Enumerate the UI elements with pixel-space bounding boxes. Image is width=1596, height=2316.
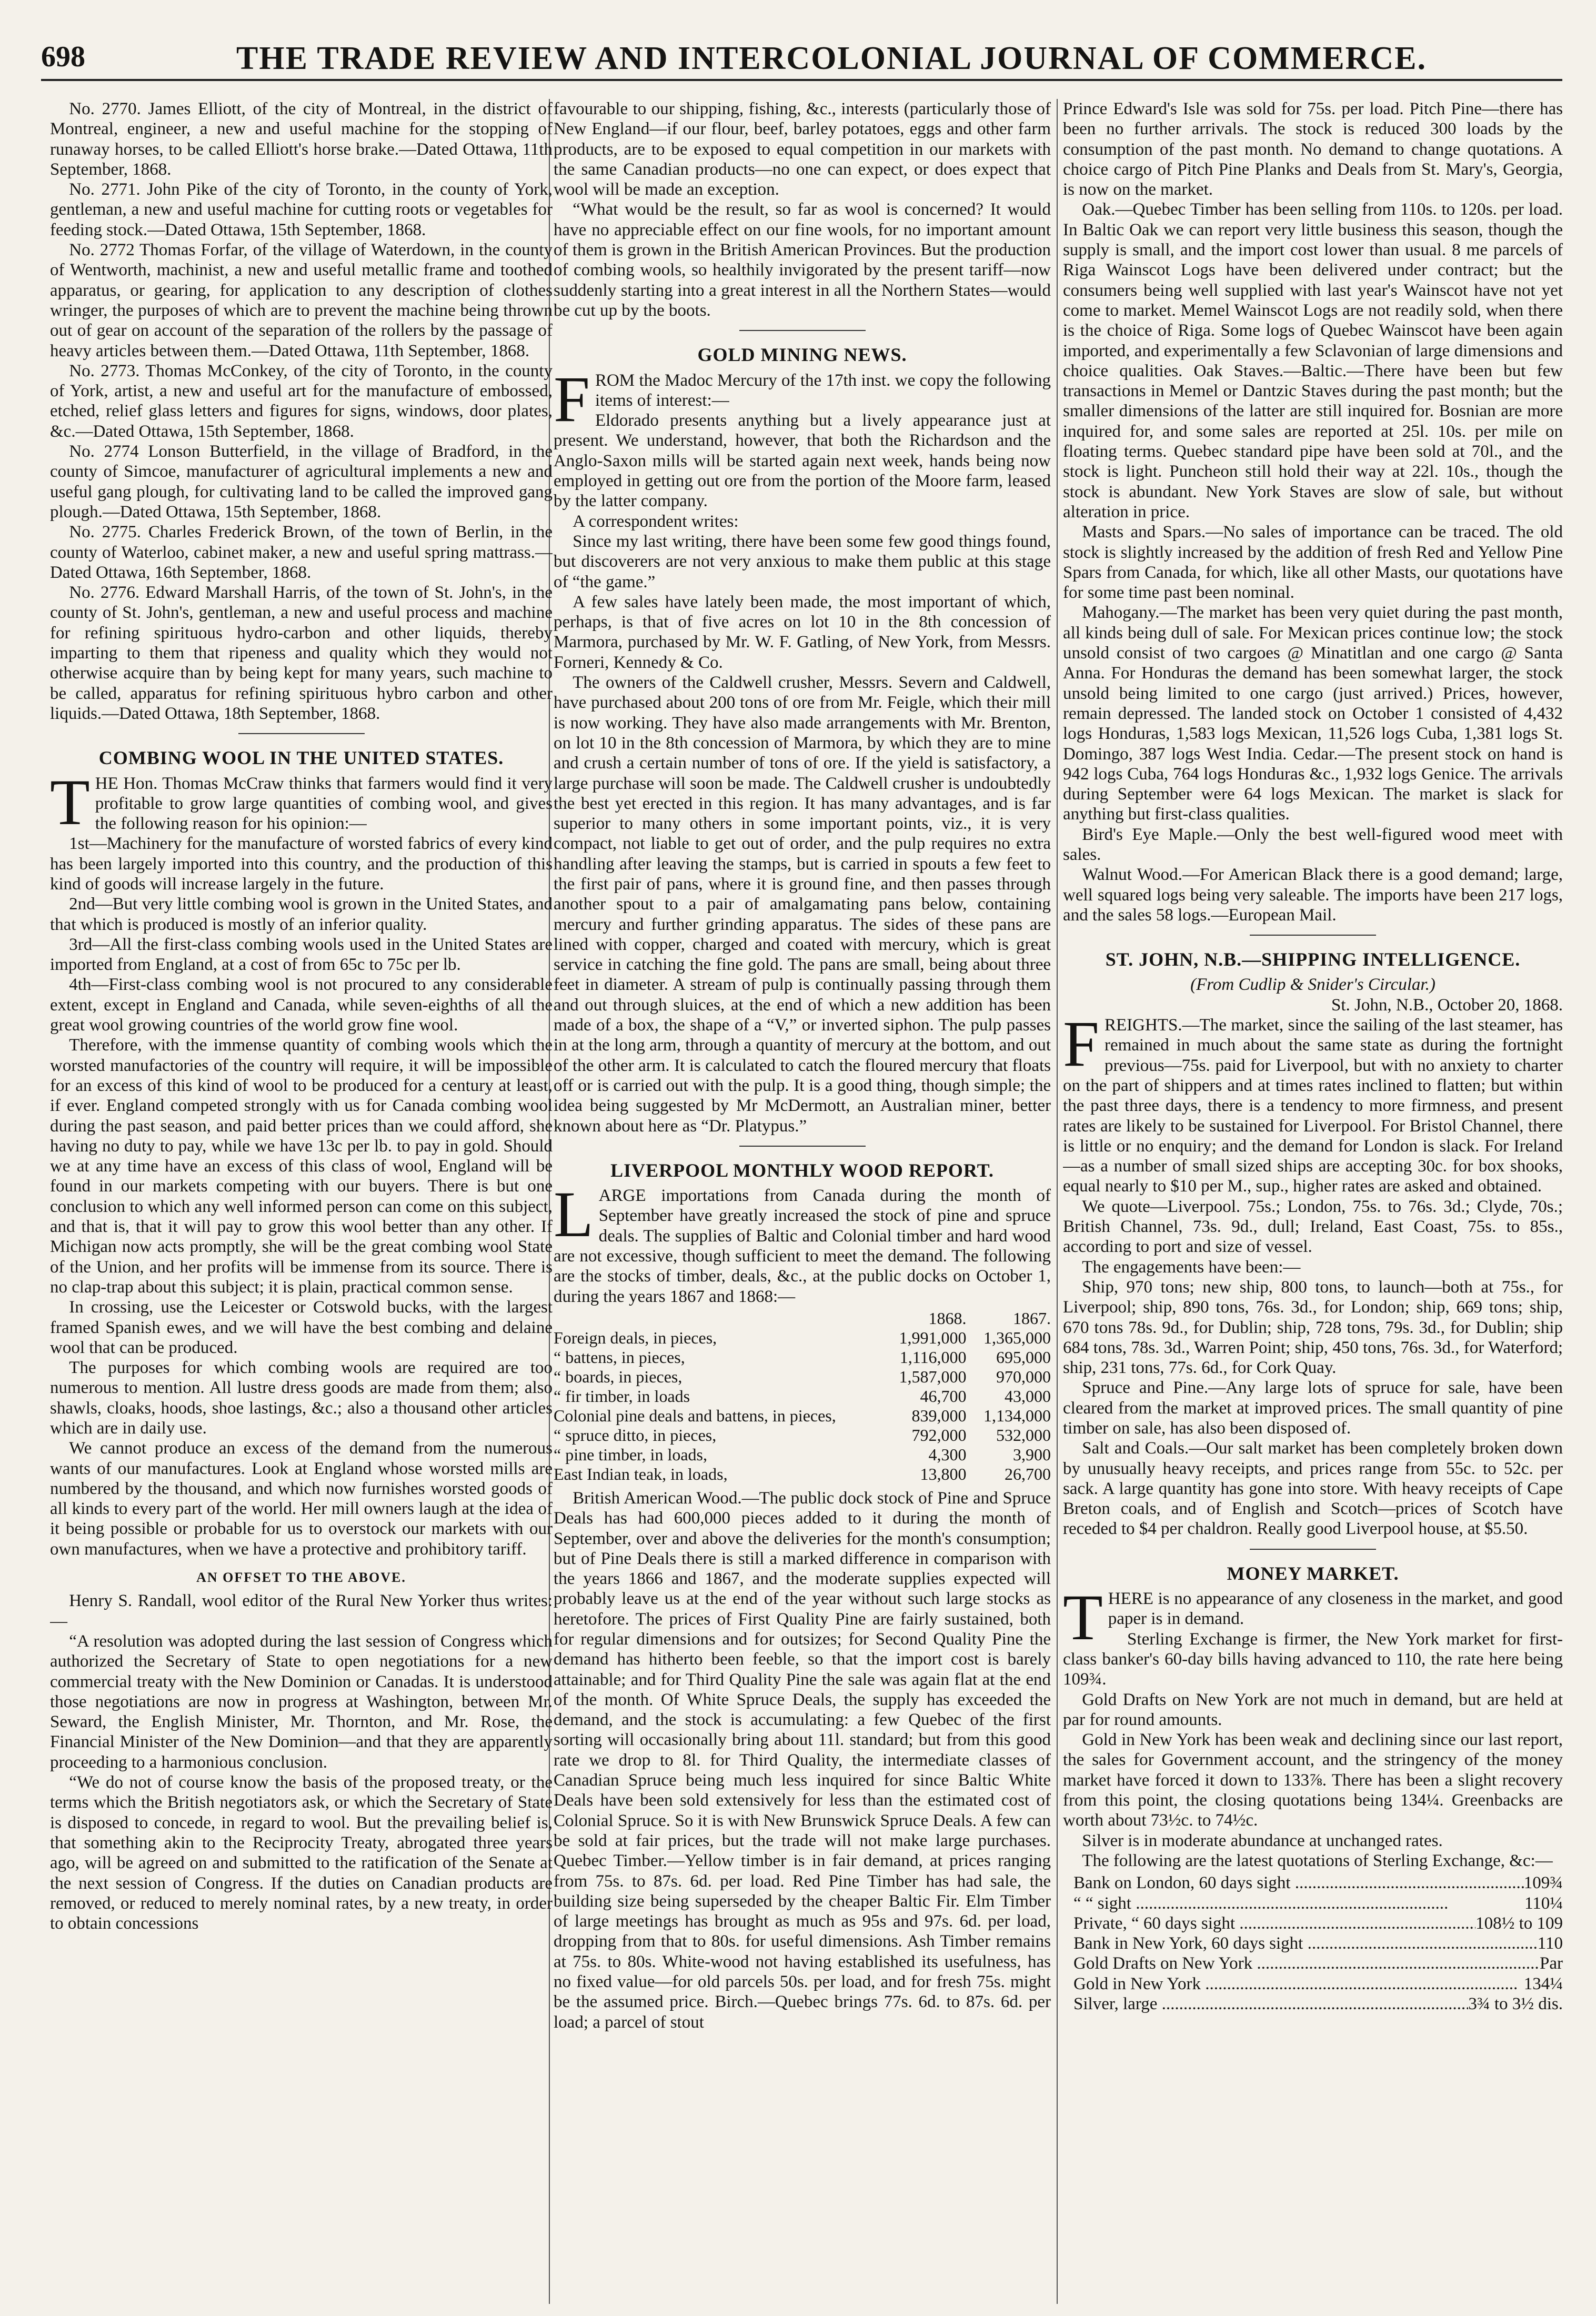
article-heading: ST. JOHN, N.B.—SHIPPING INTELLIGENCE. bbox=[1105, 949, 1521, 970]
quotation-list bbox=[1073, 1873, 1563, 2014]
patent-list bbox=[50, 99, 553, 724]
article-paragraph: The engagements have been:— bbox=[1082, 1257, 1301, 1277]
section-rule bbox=[238, 733, 365, 734]
table-row: Foreign deals, in pieces, 1,991,000 1,365,000 bbox=[554, 1328, 1051, 1347]
article-paragraph: We cannot produce an excess of the demand from the numerous wants of our manufactures. Look at England whose worsted mills are numbered by the thousand, and which now furnishes worsted goods of all kinds to every part of the world. Her mill owners laugh at the idea of it being possible or probable for us to overstock our markets with our own manufactures, when we have a protective and prohibitory tariff. bbox=[50, 1439, 553, 1559]
article-paragraph: Eldorado presents anything but a lively appearance just at present. We understand, however, that both the Richardson and the Anglo-Saxon mills will be started again next week, hands being now employed in getting out ore from the portion of the Moore farm, leased by the latter company. bbox=[554, 411, 1051, 511]
list-item: Bank on London, 60 days sight ..... 109¾ bbox=[1073, 1873, 1563, 1893]
article-paragraph: Masts and Spars.—No sales of importance can be traced. The old stock is slightly increased by the addition of fresh Red and Yellow Pine Spars from Canada, for which, like all other Masts, our quotations have for some time past been nominal. bbox=[1063, 523, 1563, 603]
section-rule bbox=[1250, 1549, 1376, 1550]
article-paragraph: Gold Drafts on New York are not much in demand, but are held at par for round amounts. bbox=[1063, 1690, 1563, 1729]
list-item: Gold Drafts on New York ..... Par bbox=[1073, 1953, 1563, 1973]
column-3 bbox=[1063, 99, 1563, 2307]
article-paragraph: The following are the latest quotations of Sterling Exchange, &c:— bbox=[1082, 1851, 1553, 1870]
table-row: “ fir timber, in loads 46,700 43,000 bbox=[554, 1386, 1051, 1406]
page-number: 698 bbox=[41, 41, 85, 73]
article-paragraph: Sterling Exchange is firmer, the New York market for first-class banker's 60-day bills having advanced to 110, the rate here being 109¾. bbox=[1063, 1629, 1563, 1689]
article-paragraph: In crossing, use the Leicester or Cotswold bucks, with the largest framed Spanish ewes, and we will have the best combing and delaine wool that can be produced. bbox=[50, 1298, 553, 1357]
table-row: East Indian teak, in loads, 13,800 26,700 bbox=[554, 1464, 1051, 1483]
column-header: 1867. bbox=[1013, 1308, 1051, 1328]
article-dateline: St. John, N.B., October 20, 1868. bbox=[1331, 995, 1563, 1015]
list-item: Gold in New York ..... 134¼ bbox=[1073, 1974, 1563, 1994]
article-lead: FREIGHTS.—The market, since the sailing of the last steamer, has remained in much about the same state as during the fortnight previous—75s. paid for Liverpool, but with no anxiety to charter on the part of shippers and at times rates inclined to flatten; but within the past three days, there is a tendency to more firmness, and present rates are likely to be sustained for Liverpool. For Bristol Channel, there is little or no enquiry; and the demand for London is slack. For Ireland—as a number of small sized ships are accepting 30c. for box shooks, equal nearly to $10 per M., sup., higher rates are asked and obtained. bbox=[1063, 1008, 1563, 1196]
table-row: “ pine timber, in loads, 4,300 3,900 bbox=[554, 1445, 1051, 1464]
article-source: (From Cudlip & Snider's Circular.) bbox=[1190, 975, 1436, 995]
article-heading: GOLD MINING NEWS. bbox=[697, 344, 907, 366]
table-row: “ spruce ditto, in pieces, 792,000 532,000 bbox=[554, 1425, 1051, 1445]
list-item: Private, “ 60 days sight ..... 108½ to 109 bbox=[1073, 1913, 1563, 1933]
table-header-row bbox=[554, 1309, 1051, 1328]
subheading: AN OFFSET TO THE ABOVE. bbox=[196, 1570, 406, 1586]
patent-entry: No. 2771. John Pike of the city of Toronto, in the county of York, gentleman, a new and useful machine for cutting roots or vegetables for feeding stock.—Dated Ottawa, 15th September, 1868. bbox=[50, 180, 553, 239]
list-item: Bank in New York, 60 days sight ..... 110 bbox=[1073, 1933, 1563, 1953]
journal-title: THE TRADE REVIEW AND INTERCOLONIAL JOURNAL OF COMMERCE. bbox=[236, 41, 1427, 76]
article-paragraph: “We do not of course know the basis of the proposed treaty, or the terms which the British negotiators ask, or which the Secretary of State is disposed to concede, in regard to wool. But the prevailing belief is, that something akin to the Reciprocity Treaty, abrogated three years ago, will be agreed on and submitted to the ratification of the Senate at the next session of Congress. If the duties on Canadian products are removed, or reduced to merely nominal rates, by a new treaty, in order to obtain concessions bbox=[50, 1773, 553, 1933]
article-paragraph: The owners of the Caldwell crusher, Messrs. Severn and Caldwell, have purchased about 200 tons of ore from Mr. Feigle, which their mill is now working. They have also made arrangements with Mr. Brenton, on lot 10 in the 8th concession of Marmora, by which they are to mine and crush a certain number of tons of ore. If the yield is satisfactory, a large purchase will soon be made. The Caldwell crusher is undoubtedly the best yet erected in this region. It has many advantages, and is far superior to many others in some important points, viz., it is very compact, not liable to get out of order, and the pulp requires no extra handling after leaving the stamps, but is carried in spouts a few feet to the first pair of pans, where it is ground fine, and then passes through another spout to a pair of amalgamating pans below, containing mercury and further grinding apparatus. The sides of these pans are lined with copper, charged and coated with mercury, which is great service in catching the fine gold. The pans are small, being about three feet in diameter. A stream of pulp is continually passing through them and out through sluices, at the end of which a new addition has been made of a box, the shape of a “V,” or inverted siphon. The pulp passes in at the long arm, through a quantity of mercury at the bottom, and out of the other arm. It is calculated to catch the floured mercury that floats off or is carried out with the pulp. It is a good thing, though simple; the idea being suggested by Mr McDermott, an Australian miner, better known about here as “Dr. Platypus.” bbox=[554, 673, 1051, 1136]
patent-entry: No. 2774 Lonson Butterfield, in the village of Bradford, in the county of Simcoe, manufacturer of agricultural implements a new and useful gang plough, for cultivating land to be called the improved gang plough.—Dated Ottawa, 15th September, 1868. bbox=[50, 442, 553, 522]
article-paragraph: favourable to our shipping, fishing, &c., interests (particularly those of New England—if our flour, beef, barley potatoes, eggs and other farm products, are to be exposed to equal competition in our markets with the same Canadian products—no one can expect, or does expect that wool will be made an exception. bbox=[554, 99, 1051, 199]
patent-entry: No. 2773. Thomas McConkey, of the city of Toronto, in the county of York, artist, a new and useful art for the manufacture of embossed, etched, relief glass letters and figures for signs, windows, door plates, &c.—Dated Ottawa, 15th September, 1868. bbox=[50, 361, 553, 441]
article-paragraph: Bird's Eye Maple.—Only the best well-figured wood meet with sales. bbox=[1063, 825, 1563, 864]
article-paragraph: 2nd—But very little combing wool is grown in the United States, and that which is produced is mostly of an inferior quality. bbox=[50, 895, 553, 934]
article-paragraph: “What would be the result, so far as wool is concerned? It would have no appreciable effect on our fine wools, for no important amount of them is grown in the British American Provinces. But the production of combing wools, so healthily invigorated by the present tariff—now suddenly starting into a great interest in all the Northern States—would be cut up by the boots. bbox=[554, 200, 1051, 320]
article-paragraph: A few sales have lately been made, the most important of which, perhaps, is that of five acres on lot 10 in the 8th concession of Marmora, purchased by Mr. W. F. Gatling, of New York, from Messrs. Forneri, Kennedy & Co. bbox=[554, 592, 1051, 672]
article-paragraph: Since my last writing, there have been some few good things found, but discoverers are not very anxious to make them public at this stage of “the game.” bbox=[554, 532, 1051, 591]
stocks-table bbox=[554, 1309, 1051, 1484]
header-rule bbox=[41, 79, 1562, 81]
article-paragraph: Spruce and Pine.—Any large lots of spruce for sale, have been cleared from the market at improved prices. The small quantity of pine timber on sale, has also been disposed of. bbox=[1063, 1378, 1563, 1438]
article-lead: FROM the Madoc Mercury of the 17th inst. we copy the following items of interest:— bbox=[554, 363, 1051, 435]
article-paragraph: We quote—Liverpool. 75s.; London, 75s. to 76s. 3d.; Clyde, 70s.; British Channel, 73s. 9d., dull; Ireland, East Coast, 75s. to 85s., according to port and size of vessel. bbox=[1063, 1197, 1563, 1257]
article-paragraph: Prince Edward's Isle was sold for 75s. per load. Pitch Pine—there has been no further arrivals. The stock is reduced 300 loads by the consumption of the past month. No demand to change quotations. A choice cargo of Pitch Pine Planks and Deals from St. Mary's, Georgia, is now on the market. bbox=[1063, 99, 1563, 199]
section-rule bbox=[739, 1146, 866, 1147]
article-paragraph: 1st—Machinery for the manufacture of worsted fabrics of every kind has been largely imported into this country, and the production of this kind of goods will increase largely in the future. bbox=[50, 834, 553, 894]
patent-entry: No. 2770. James Elliott, of the city of Montreal, in the district of Montreal, engineer, a new and useful machine for the stopping of runaway horses, to be called Elliott's horse brake.—Dated Ottawa, 11th September, 1868. bbox=[50, 99, 553, 179]
patent-entry: No. 2776. Edward Marshall Harris, of the town of St. John's, in the county of St. John's, gentleman, a new and useful process and machine for refining spirituous hydro-carbon and other liquids, thereby imparting to them that ripeness and quality which they would not otherwise acquire than by being kept for many years, such machine to be called, apparatus for refining spirituous hybro carbon and other liquids.—Dated Ottawa, 18th September, 1868. bbox=[50, 583, 553, 723]
article-paragraph: British American Wood.—The public dock stock of Pine and Spruce Deals has had 600,000 pieces added to it during the month of September, over and above the deliveries for the month's consumption; but of Pine Deals there is still a marked difference in comparison with the years 1866 and 1867, and the moderate supplies expected will probably leave us at the end of the year without such large stocks as heretofore. The prices of First Quality Pine are fairly sustained, both for regular dimensions and for outsizes; for Second Quality Pine the demand has hitherto been feeble, so that the import cost is barely attainable; and for Third Quality Pine the sale was again flat at the end of the month. Of White Spruce Deals, the supply has exceeded the demand, and the stock is accumulating: a few Quebec of the first sorting will occasionally bring about 11l. standard; but from this good rate we drop to 8l. for Third Quality, the intermediate classes of Canadian Spruce being much less inquired for since Baltic White Deals have been sold extensively for less than the estimated cost of Colonial Spruce. So it is with New Brunswick Spruce Deals. A few can be sold at fair prices, but the trade will not make large purchases. Quebec Timber.—Yellow timber is in fair demand, at prices ranging from 75s. to 87s. 6d. per load. Red Pine Timber has had sale, the building size being superseded by the cheaper Baltic Fir. Elm Timber of large meetings has brought as much as 95s and 97s. 6d. per load, dropping from that to 80s. for useful dimensions. Ash Timber remains at 75s. to 80s. White-wood not having established its usefulness, has no fixed value—for old parcels 50s. per load, and for fresh 75s. might be the assumed price. Birch.—Quebec brings 77s. 6d. to 87s. 6d. per load; a parcel of stout bbox=[554, 1488, 1051, 2032]
article-paragraph: Henry S. Randall, wool editor of the Rural New Yorker thus writes:— bbox=[50, 1591, 553, 1631]
table-row: “ battens, in pieces, 1,116,000 695,000 bbox=[554, 1347, 1051, 1367]
section-rule bbox=[739, 330, 866, 331]
article-lead: THE Hon. Thomas McCraw thinks that farmers would find it very profitable to grow large quantities of combing wool, and gives the following reason for his opinion:— bbox=[50, 766, 553, 838]
list-item: “ “ sight ..... 110¼ bbox=[1073, 1893, 1563, 1913]
table-row: “ boards, in pieces, 1,587,000 970,000 bbox=[554, 1367, 1051, 1386]
column-divider bbox=[1057, 99, 1058, 2304]
article-paragraph: “A resolution was adopted during the last session of Congress which authorized the Secretary of State to open negotiations for a new commercial treaty with the New Dominion or Canadas. It is understood those negotiations are now in progress at Washington, between Mr. Seward, the English Minister, Mr. Thornton, and Mr. Rose, the Financial Minister of the New Dominion—and that they are apparently proceeding to a harmonious conclusion. bbox=[50, 1631, 553, 1772]
column-2 bbox=[554, 99, 1051, 2307]
column-header: 1868. bbox=[928, 1308, 967, 1328]
article-paragraph: Salt and Coals.—Our salt market has been completely broken down by unusually heavy receipts, and prices range from 55c. to 52c. per sack. A large quantity has gone into store. With heavy receipts of Cape Breton coals, and of English and Scotch—prices of Scotch have receded to $4 per chaldron. Really good Liverpool house, at $5.50. bbox=[1063, 1439, 1563, 1539]
section-rule bbox=[1250, 935, 1376, 936]
page-header bbox=[0, 0, 1596, 105]
article-paragraph: Therefore, with the immense quantity of combing wools which the worsted manufactories of the country will require, it will be impossible for an excess of this kind of wool to be produced for a century at least, if ever. England competed strongly with us for Canada combing wool during the past season, and paid better prices than we could afford, she having no duty to pay, while we have 13c per lb. to pay in gold. Should we at any time have an excess of this class of wool, England will be found in our markets competing with our buyers. There is but one conclusion to which any well informed person can come on this subject, and that is, that it will pay to grow this wool better than any other. If Michigan now acts promptly, she will be the great combing wool State of the Union, and her profits will be immense from its source. There is no clap-trap about this subject; it is plain, practical common sense. bbox=[50, 1036, 553, 1297]
list-item: Silver, large ..... 3¾ to 3½ dis. bbox=[1073, 1994, 1563, 2014]
table-row: Colonial pine deals and battens, in pieces, 839,000 1,134,000 bbox=[554, 1406, 1051, 1425]
patent-entry: No. 2775. Charles Frederick Brown, of the town of Berlin, in the county of Waterloo, cabinet maker, a new and useful spring mattrass.—Dated Ottawa, 16th September, 1868. bbox=[50, 523, 553, 582]
article-paragraph: A correspondent writes: bbox=[573, 512, 739, 531]
article-heading: MONEY MARKET. bbox=[1227, 1562, 1399, 1584]
patent-entry: No. 2772 Thomas Forfar, of the village of Waterdown, in the county of Wentworth, machinist, a new and useful metallic frame and toothed apparatus, or gearing, for application to any description of clothes wringer, the purposes of which are to prevent the machine being thrown out of gear on account of the separation of the rollers by the passage of heavy articles between them.—Dated Ottawa, 11th September, 1868. bbox=[50, 240, 553, 360]
article-paragraph: 4th—First-class combing wool is not procured to any considerable extent, except in England and Canada, while seven-eighths of all the great wool growing countries of the world grow fine wool. bbox=[50, 975, 553, 1035]
article-paragraph: Gold in New York has been weak and declining since our last report, the sales for Government account, and the stringency of the money market have forced it down to 133⅞. There has been a slight recovery from this point, the closing quotations being 134¼. Greenbacks are worth about 73½c. to 74½c. bbox=[1063, 1730, 1563, 1830]
article-paragraph: 3rd—All the first-class combing wools used in the United States are imported from England, at a cost of from 65c to 75c per lb. bbox=[50, 935, 553, 975]
article-paragraph: Mahogany.—The market has been very quiet during the past month, all kinds being dull of sale. For Mexican prices continue low; the stock unsold consist of two cargoes @ Minatitlan and one cargo @ Santa Anna. For Honduras the demand has been somewhat larger, the stock unsold being limited to one cargo (just arrived.) Prices, however, remain depressed. The landed stock on October 1 consisted of 4,432 logs Honduras, 1,583 logs Mexican, 11,526 logs Cuba, 1,381 logs St. Domingo, 387 logs West India. Cedar.—The present stock on hand is 942 logs Cuba, 764 logs Honduras &c., 1,932 logs Genice. The arrivals during September were 64 logs Mexican. The market is slack for anything but first-class qualities. bbox=[1063, 603, 1563, 824]
article-paragraph: Ship, 970 tons; new ship, 800 tons, to launch—both at 75s., for Liverpool; ship, 890 tons, 76s. 3d., for London; ship, 669 tons; ship, 670 tons 78s. 9d., for Dublin; ship, 728 tons, 79s. 3d., for Dublin; ship 684 tons, 78s. 3d., Warren Point; ship, 450 tons, 76s. 3d., for Waterford; ship, 231 tons, 77s. 6d., for Cork Quay. bbox=[1063, 1277, 1563, 1378]
article-paragraph: Oak.—Quebec Timber has been selling from 110s. to 120s. per load. In Baltic Oak we can report very little business this season, though the supply is small, and the import cost lower than usual. 8 me parcels of Riga Wainscot Logs have been delivered under contract; but the consumers being well supplied with last year's Wainscot have not yet come to market. Memel Wainscot Logs are not readily sold, when there is the choice of Riga. Some logs of Quebec Wainscot have been again imported, and experimentally a few Sclavonian of large dimensions and choice qualities. Oak Staves.—Baltic.—There have been but few transactions in Memel or Dantzic Staves during the past month; but the smaller dimensions of the latter are still inquired for. Bosnian are more inquired for, and some sales are reported at 25l. 10s. per mile on floating terms. Quebec standard pipe have been sold at 70l., and the stock is light. Puncheon still hold their way at 22l. 10s., though the stock is abundant. New York Staves are slow of sale, but without alteration in price. bbox=[1063, 200, 1563, 522]
article-lead: THERE is no appearance of any closeness in the market, and good paper is in demand. bbox=[1063, 1581, 1563, 1654]
article-heading: COMBING WOOL IN THE UNITED STATES. bbox=[98, 747, 504, 769]
article-lead: LARGE importations from Canada during the month of September have greatly increased the stock of pine and spruce deals. The supplies of Baltic and Colonial timber and hard wood are not excessive, though sufficient to meet the demand. The following are the stocks of timber, deals, &c., at the public docks on October 1, during the years 1867 and 1868:— bbox=[554, 1178, 1051, 1306]
column-1 bbox=[50, 99, 553, 2307]
article-paragraph: Walnut Wood.—For American Black there is a good demand; large, well squared logs being very saleable. The imports have been 217 logs, and the sales 58 logs.—European Mail. bbox=[1063, 865, 1563, 925]
article-paragraph: Silver is in moderate abundance at unchanged rates. bbox=[1082, 1831, 1443, 1850]
article-heading: LIVERPOOL MONTHLY WOOD REPORT. bbox=[610, 1159, 994, 1181]
article-paragraph: The purposes for which combing wools are required are too numerous to mention. All lustre dress goods are made from them; also shawls, cloaks, hoods, shoe lastings, &c.; also a thousand other articles which are in daily use. bbox=[50, 1358, 553, 1438]
